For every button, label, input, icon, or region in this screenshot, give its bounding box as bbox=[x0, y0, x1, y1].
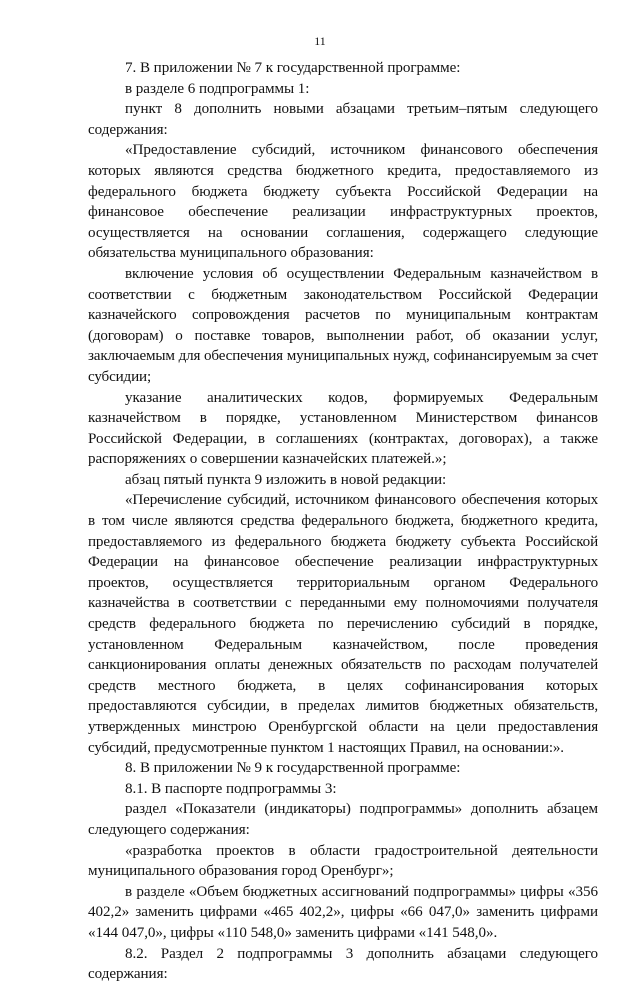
paragraph-item-8-1: 8.1. В паспорте подпрограммы 3: bbox=[125, 780, 337, 797]
paragraph-item-8-2: 8.2. Раздел 2 подпрограммы 3 дополнить абзацами следующего содержания: bbox=[88, 945, 598, 983]
page-number: 11 bbox=[314, 34, 326, 48]
paragraph-item-8: 8. В приложении № 9 к государственной программе: bbox=[125, 760, 461, 777]
paragraph-budget-figures: в разделе «Объем бюджетных ассигнований подпрограммы» цифры «356 402,2» заменить цифрами «465 402,2», цифры «66 047,0» заменить цифрами «144 047,0», цифры «110 548,0» заменить цифрами «141 548,0». bbox=[88, 883, 598, 941]
paragraph-section-6: в разделе 6 подпрограммы 1: bbox=[125, 80, 310, 97]
paragraph-point-9: абзац пятый пункта 9 изложить в новой редакции: bbox=[125, 471, 447, 488]
paragraph-project-development: «разработка проектов в области градостроительной деятельности муниципального образования город Оренбург»; bbox=[88, 842, 598, 880]
document-body bbox=[88, 58, 598, 985]
paragraph-item-7: 7. В приложении № 7 к государственной программе: bbox=[125, 60, 461, 76]
paragraph-subsidy-transfer: «Перечисление субсидий, источником финансового обеспечения которых в том числе являются средства федерального бюджета, бюджетного кредита, предоставляемого из федерального бюджета бюджету субъекта Российской Федерации на финансовое обеспечение реализации инфраструктурных проектов, осуществляется территориальным органом Федерального казначейства в соответствии с переданными ему полномочиями получателя средств федерального бюджета по перечислению субсидий в порядке, установленном Федеральным казначейством, после проведения санкционирования оплаты денежных обязательств по расходам получателей средств местного бюджета, в целях софинансирования которых предоставляются субсидии, в пределах лимитов бюджетных обязательств, утвержденных минстрою Оренбургской области на цели предоставления субсидий, предусмотренные пунктом 1 настоящих Правил, на основании:». bbox=[88, 492, 598, 756]
paragraph-subsidy-provision: «Предоставление субсидий, источником финансового обеспечения которых являются средства бюджетного кредита, предоставляемого из федерального бюджета бюджету субъекта Российской Федерации на финансовое обеспечение реализации инфраструктурных проектов, осуществляется на основании соглашения, содержащего следующие обязательства муниципального образования: bbox=[88, 142, 598, 262]
paragraph-point-8: пункт 8 дополнить новыми абзацами третьим–пятым следующего содержания: bbox=[88, 101, 598, 138]
paragraph-treasury-condition: включение условия об осуществлении Федеральным казначейством в соответствии с бюджетным законодательством Российской Федерации казначейского сопровождения расчетов по муниципальным контрактам (договорам) о поставке товаров, выполнении работ, об оказании услуг, заключаемым для обеспечения муниципальных нужд, софинансируемым за счет субсидии; bbox=[88, 265, 598, 385]
paragraph-analytical-codes: указание аналитических кодов, формируемых Федеральным казначейством в порядке, установленном Министерством финансов Российской Федерации, в соглашениях (контрактах, договорах), а также распоряжениях о совершении казначейских платежей.»; bbox=[88, 389, 598, 468]
paragraph-indicators-section: раздел «Показатели (индикаторы) подпрограммы» дополнить абзацем следующего содержания: bbox=[88, 801, 598, 838]
